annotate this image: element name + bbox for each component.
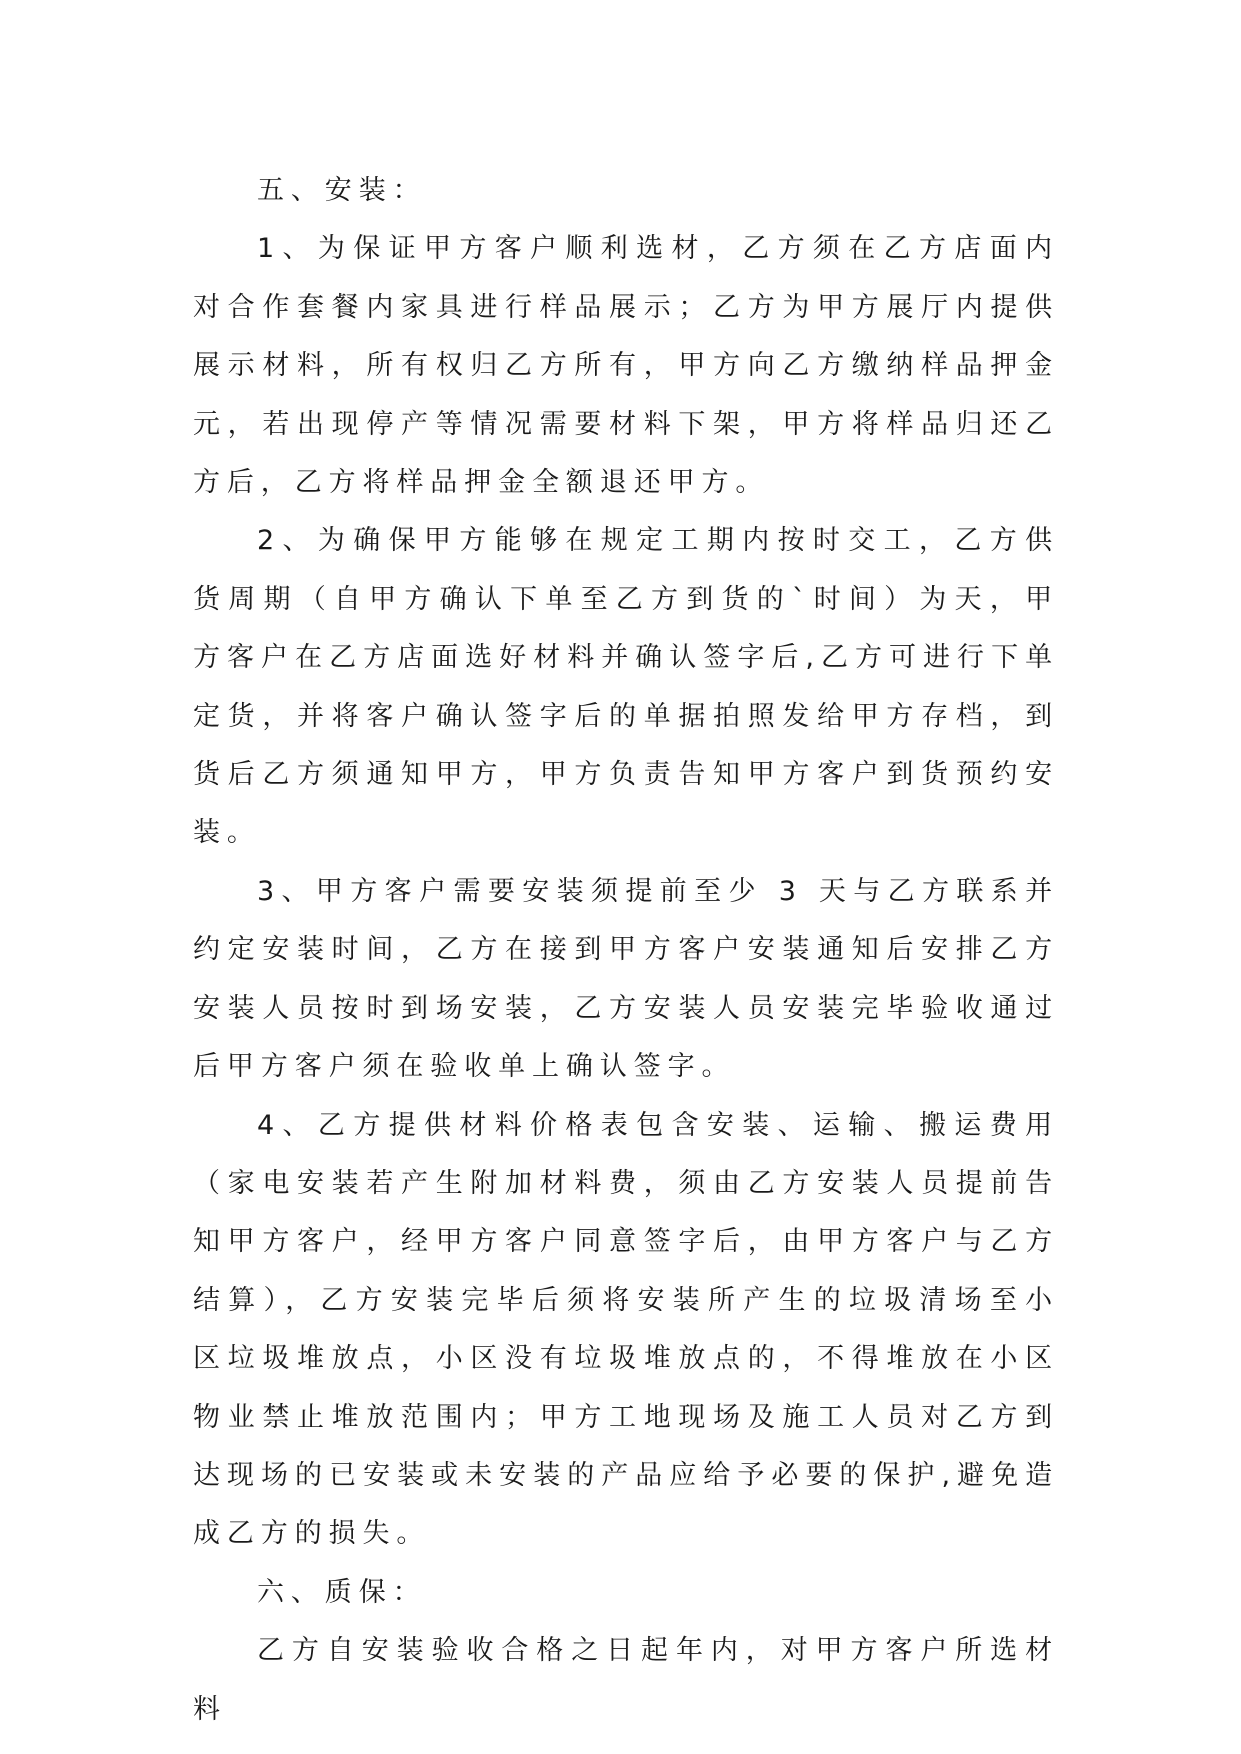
section-heading-warranty: 六、质保： bbox=[257, 1576, 427, 1608]
section-heading-installation: 五、安装： bbox=[257, 175, 427, 206]
document-body bbox=[193, 162, 1059, 1739]
paragraph-installation-2: 2、为确保甲方能够在规定工期内按时交工，乙方供货周期（自甲方确认下单至乙方到货的`时间）为天，甲方客户在乙方店面选好材料并确认签字后,乙方可进行下单定货，并将客户确认签字后的单据拍照发给甲方存档，到货后乙方须通知甲方，甲方负责告知甲方客户到货预约安装。 bbox=[193, 525, 1059, 849]
paragraph-installation-4: 4、乙方提供材料价格表包含安装、运输、搬运费用（家电安装若产生附加材料费，须由乙方安装人员提前告知甲方客户，经甲方客户同意签字后，由甲方客户与乙方结算），乙方安装完毕后须将安装所产生的垃圾清场至小区垃圾堆放点，小区没有垃圾堆放点的，不得堆放在小区物业禁止堆放范围内；甲方工地现场及施工人员对乙方到达现场的已安装或未安装的产品应给予必要的保护,避免造成乙方的损失。 bbox=[193, 1109, 1059, 1550]
paragraph-installation-3: 3、甲方客户需要安装须提前至少 3 天与乙方联系并约定安装时间，乙方在接到甲方客户安装通知后安排乙方安装人员按时到场安装，乙方安装人员安装完毕验收通过后甲方客户须在验收单上确认签字。 bbox=[193, 875, 1059, 1083]
paragraph-installation-1: 1、为保证甲方客户顺利选材，乙方须在乙方店面内对合作套餐内家具进行样品展示；乙方为甲方展厅内提供展示材料，所有权归乙方所有，甲方向乙方缴纳样品押金元，若出现停产等情况需要材料下架，甲方将样品归还乙方后，乙方将样品押金全额退还甲方。 bbox=[193, 233, 1059, 499]
paragraph-warranty: 乙方自安装验收合格之日起年内，对甲方客户所选材料 bbox=[193, 1635, 1059, 1725]
